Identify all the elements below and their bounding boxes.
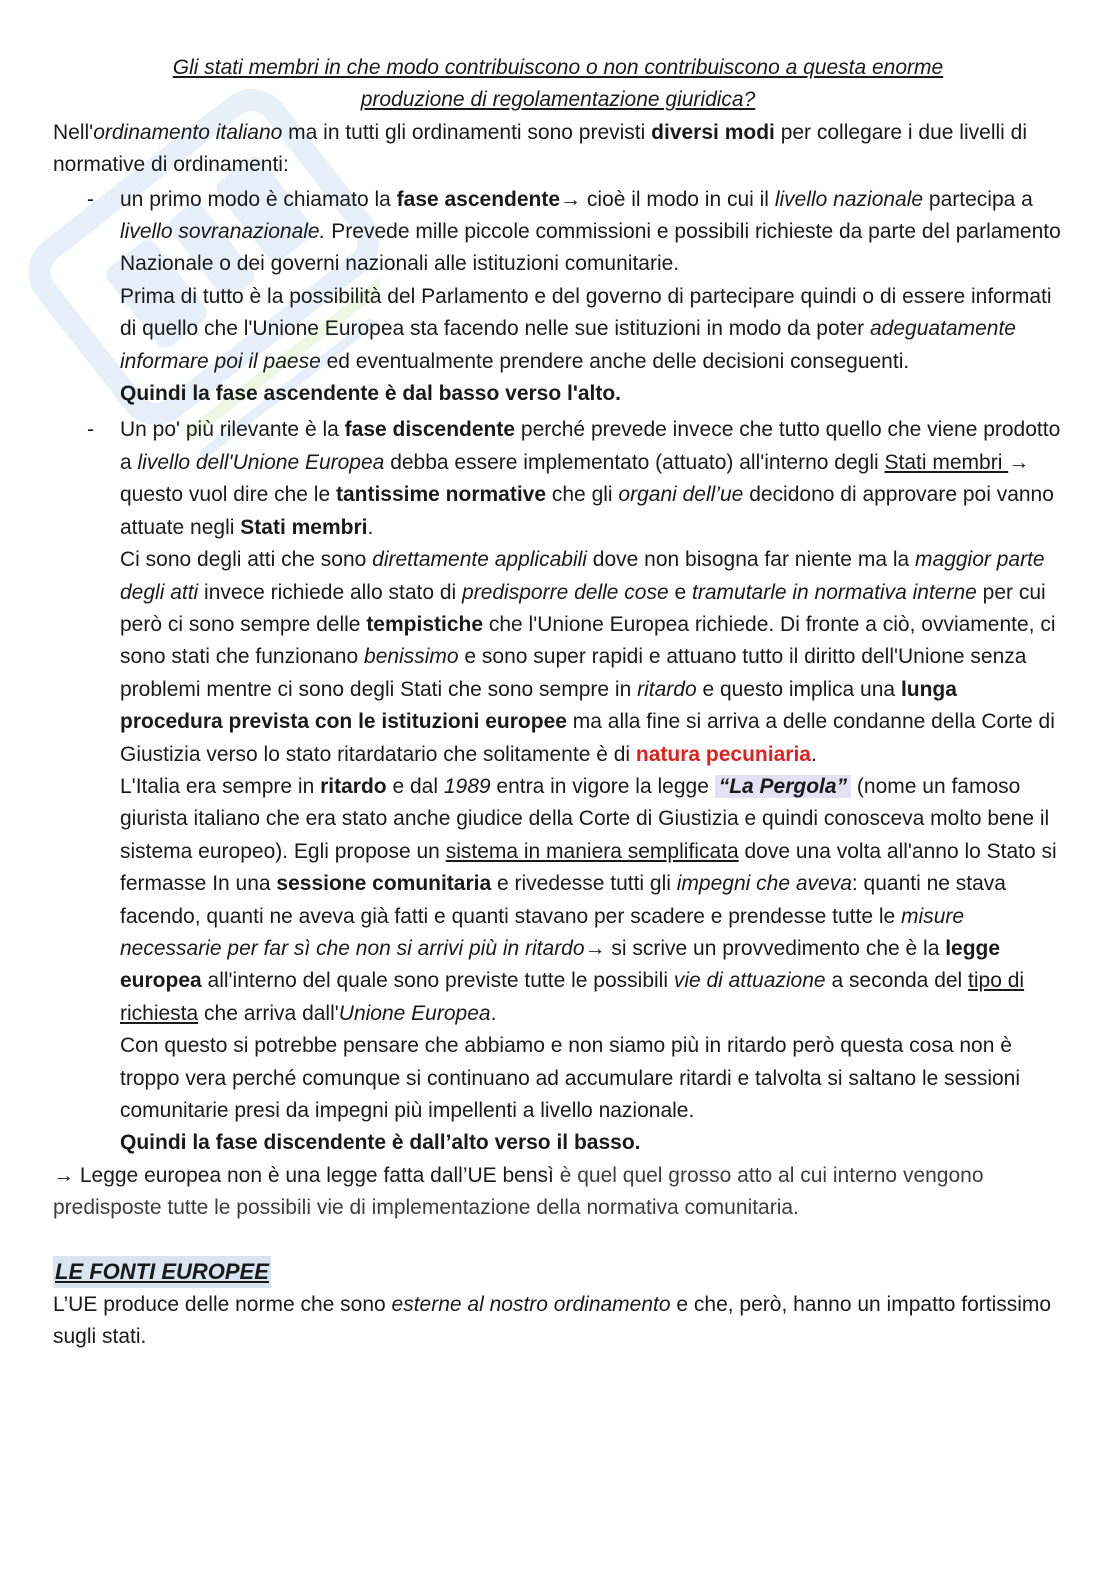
section-heading: LE FONTI EUROPEE xyxy=(53,1256,271,1288)
bullet-dash: - xyxy=(87,418,94,442)
red-emphasis: natura pecuniaria xyxy=(635,742,811,766)
conclusion-line: Quindi la fase discendente è dall’alto verso il basso. xyxy=(120,1131,641,1155)
document-page xyxy=(53,52,1063,1354)
paragraph: un primo modo è chiamato la fase ascendente→ cioè il modo in cui il livello nazionale partecipa a livello sovranazionale. Prevede mille piccole commissioni e possibili richieste da parte del parlamento Nazionale o dei governi nazionali alle istituzioni comunitarie. xyxy=(120,187,1061,276)
paragraph: Con questo si potrebbe pensare che abbiamo e non siamo più in ritardo però questa cosa non è troppo vera perché comunque si continuano ad accumulare ritardi e talvolta si saltano le sessioni comunitarie presi da impegni più impellenti a livello nazionale. xyxy=(120,1034,1021,1122)
paragraph: L'Italia era sempre in ritardo e dal 1989 entra in vigore la legge “La Pergola” (nome un famoso giurista italiano che era stato anche giudice della Corte di Giustizia e quindi conosceva molto bene il sistema europeo). Egli propose un sistema in maniera semplificata dove una volta all'anno lo Stato si fermasse In una sessione comunitaria e rivedesse tutti gli impegni che aveva: quanti ne stava facendo, quanti ne aveva già fatti e quanti stavano per scadere e prendesse tutte le misure necessarie per far sì che non si arrivi più in ritardo→ si scrive un provvedimento che è la legge europea all'interno del quale sono previste tutte le possibili vie di attuazione a seconda del tipo di richiesta che arriva dall'Unione Europea. xyxy=(120,774,1057,1025)
conclusion-line: Quindi la fase ascendente è dal basso verso l'alto. xyxy=(120,382,622,406)
bullet-dash: - xyxy=(87,187,94,211)
paragraph: Prima di tutto è la possibilità del Parlamento e del governo di partecipare quindi o di essere informati di quello che l'Unione Europea sta facendo nelle sue istituzioni in modo da poter adeguatamente informare poi il paese ed eventualmente prendere anche delle decisioni conseguenti. xyxy=(120,284,1052,373)
section-paragraph: L’UE produce delle norme che sono esterne al nostro ordinamento e che, però, hanno un impatto fortissimo sugli stati. xyxy=(53,1293,1052,1349)
note-paragraph: → Legge europea non è una legge fatta dall’UE bensì è quel quel grosso atto al cui interno vengono predisposte tutte le possibili vie di implementazione della normativa comunitaria. xyxy=(53,1163,984,1220)
list-item-fase-discendente xyxy=(53,414,1063,1159)
highlighted-term: “La Pergola” xyxy=(715,775,851,798)
intro-paragraph: Nell'ordinamento italiano ma in tutti gli ordinamenti sono previsti diversi modi per collegare i due livelli di normative di ordinamenti: xyxy=(53,120,1027,177)
paragraph: Un po' più rilevante è la fase discendente perché prevede invece che tutto quello che viene prodotto a livello dell'Unione Europea debba essere implementato (attuato) all'interno degli Stati membri → questo vuol dire che le tantissime normative che gli organi dell’ue decidono di approvare poi vanno attuate negli Stati membri. xyxy=(120,418,1061,539)
list-item-fase-ascendente xyxy=(53,184,1063,411)
document-title: Gli stati membri in che modo contribuiscono o non contribuiscono a questa enorme produzione di regolamentazione giuridica? xyxy=(172,56,944,112)
paragraph: Ci sono degli atti che sono direttamente applicabili dove non bisogna far niente ma la maggior parte degli atti invece richiede allo stato di predisporre delle cose e tramutarle in normativa interne per cui però ci sono sempre delle tempistiche che l'Unione Europea richiede. Di fronte a ciò, ovviamente, ci sono stati che funzionano benissimo e sono super rapidi e attuano tutto il diritto dell'Unione senza problemi mentre ci sono degli Stati che sono sempre in ritardo e questo implica una lunga procedura prevista con le istituzioni europee ma alla fine si arriva a delle condanne della Corte di Giustizia verso lo stato ritardatario che solitamente è di natura pecuniaria. xyxy=(120,548,1056,766)
